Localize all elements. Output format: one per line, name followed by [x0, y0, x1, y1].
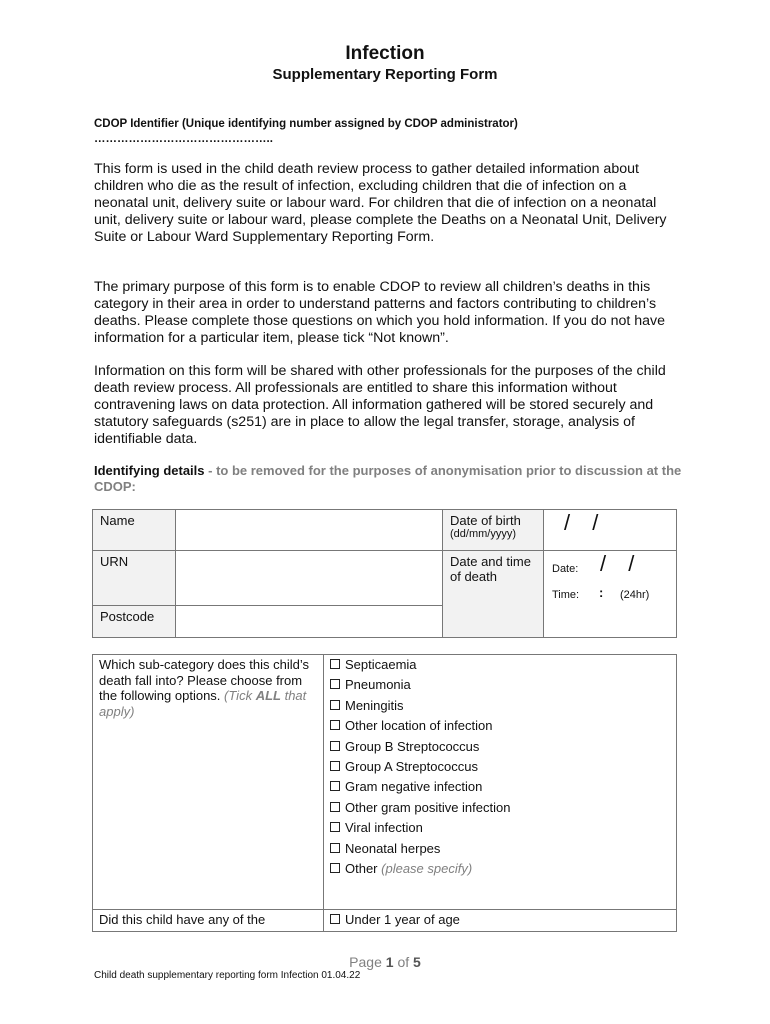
- checkbox-icon[interactable]: [330, 720, 340, 730]
- option-gram-negative[interactable]: [330, 777, 670, 797]
- identifying-details-table: [92, 509, 677, 638]
- cdop-identifier-label: CDOP Identifier (Unique identifying number assigned by CDOP administrator): [94, 118, 518, 130]
- option-group-b-strep[interactable]: [330, 737, 670, 757]
- checkbox-icon[interactable]: [330, 802, 340, 812]
- urn-input[interactable]: [176, 551, 443, 606]
- page-indicator: [0, 954, 770, 970]
- intro-paragraph-1: This form is used in the child death review process to gather detailed information about children who die as the result of infection, excluding children that die of infection on a neonatal unit, delivery suite or labour ward. For children that die of infection on a neonatal unit, delivery suite or labour ward, please complete the Deaths on a Neonatal Unit, Delivery Suite or Labour Ward Supplementary Reporting Form.: [94, 161, 667, 245]
- time-format: (24hr): [620, 589, 650, 601]
- name-label: Name: [93, 510, 176, 551]
- dob-input[interactable]: [544, 510, 677, 551]
- tick-hint-c: that apply): [99, 688, 307, 719]
- identifying-details-heading: [94, 463, 684, 495]
- document-footer: Child death supplementary reporting form Infection 01.04.22: [94, 970, 361, 981]
- intro-paragraph-3: Information on this form will be shared with other professionals for the purposes of the child death review process. All professionals are entitled to share this information without contravening laws on data protection. All information gathered will be stored securely and statutory safeguards (s251) are in place to allow the legal transfer, storage, analysis of identifiable data.: [94, 363, 666, 447]
- postcode-label: Postcode: [93, 606, 176, 638]
- subcategory-question: [93, 655, 324, 910]
- checkbox-icon[interactable]: [330, 659, 340, 669]
- time-label: Time:: [552, 589, 580, 601]
- dob-format: (dd/mm/yyyy): [450, 528, 516, 540]
- option-other[interactable]: [330, 859, 670, 879]
- option-label: Other: [345, 860, 378, 876]
- checkbox-icon[interactable]: [330, 914, 340, 924]
- tick-hint-a: (Tick: [224, 688, 256, 703]
- option-label: Neonatal herpes: [345, 840, 441, 856]
- identifying-note: - to be removed for the purposes of anonymisation prior to discussion at the CDOP:: [94, 463, 682, 494]
- page-total: 5: [413, 954, 421, 970]
- page-of: of: [393, 954, 414, 970]
- name-input[interactable]: [176, 510, 443, 551]
- option-label: Other gram positive infection: [345, 799, 511, 815]
- urn-label: URN: [93, 551, 176, 606]
- identifying-heading-bold: Identifying details: [94, 463, 205, 478]
- next-question: Did this child have any of the: [93, 910, 324, 932]
- checkbox-icon[interactable]: [330, 781, 340, 791]
- checkbox-icon[interactable]: [330, 700, 340, 710]
- page-current: 1: [385, 954, 394, 970]
- subcategory-question-text: Which sub-category does this child’s death fall into? Please choose from the following options.: [99, 657, 310, 703]
- date-label: Date:: [552, 563, 579, 575]
- checkbox-icon[interactable]: [330, 863, 340, 873]
- option-label: Pneumonia: [345, 677, 411, 693]
- option-other-location[interactable]: [330, 716, 670, 736]
- checkbox-icon[interactable]: [330, 679, 340, 689]
- form-title: Infection: [345, 43, 425, 64]
- option-viral[interactable]: [330, 818, 670, 838]
- checkbox-icon[interactable]: [330, 741, 340, 751]
- dob-label: Date of birth: [450, 513, 521, 528]
- option-gram-positive[interactable]: [330, 798, 670, 818]
- tick-hint-all: ALL: [255, 688, 281, 703]
- option-neonatal-herpes[interactable]: [330, 839, 670, 859]
- page-prefix: Page: [349, 954, 386, 970]
- option-label: Group B Streptococcus: [345, 738, 480, 754]
- option-label: Gram negative infection: [345, 779, 483, 795]
- option-pneumonia[interactable]: [330, 675, 670, 695]
- time-colon: :: [599, 585, 604, 600]
- postcode-input[interactable]: [176, 606, 443, 638]
- option-group-a-strep[interactable]: [330, 757, 670, 777]
- option-label: Under 1 year of age: [345, 912, 460, 927]
- next-question-options: [324, 910, 677, 932]
- option-label: Viral infection: [345, 820, 423, 836]
- option-label: Group A Streptococcus: [345, 758, 478, 774]
- subcategory-table: [92, 654, 677, 932]
- option-meningitis[interactable]: [330, 696, 670, 716]
- option-label: Meningitis: [345, 697, 404, 713]
- dod-input[interactable]: [544, 551, 677, 638]
- option-label: Septicaemia: [345, 657, 417, 672]
- dod-label: Date and time of death: [443, 551, 544, 638]
- checkbox-icon[interactable]: [330, 843, 340, 853]
- form-subtitle: Supplementary Reporting Form: [272, 66, 498, 83]
- option-label: Other location of infection: [345, 718, 493, 734]
- option-under-1-year[interactable]: [330, 910, 670, 930]
- subcategory-options: [324, 655, 677, 910]
- dob-slashes: / /: [564, 510, 607, 535]
- date-slashes: / /: [600, 551, 643, 576]
- checkbox-icon[interactable]: [330, 761, 340, 771]
- checkbox-icon[interactable]: [330, 822, 340, 832]
- option-septicaemia[interactable]: [330, 655, 670, 675]
- other-hint: (please specify): [381, 860, 473, 876]
- cdop-identifier-field[interactable]: ………………………………………..: [94, 133, 273, 145]
- dob-label-cell: [443, 510, 544, 551]
- intro-paragraph-2: The primary purpose of this form is to enable CDOP to review all children’s deaths in this category in their area in order to understand patterns and factors contributing to children’s deaths. Please complete those questions on which you hold information. If you do not have information for a particular item, please tick “Not known”.: [94, 279, 666, 346]
